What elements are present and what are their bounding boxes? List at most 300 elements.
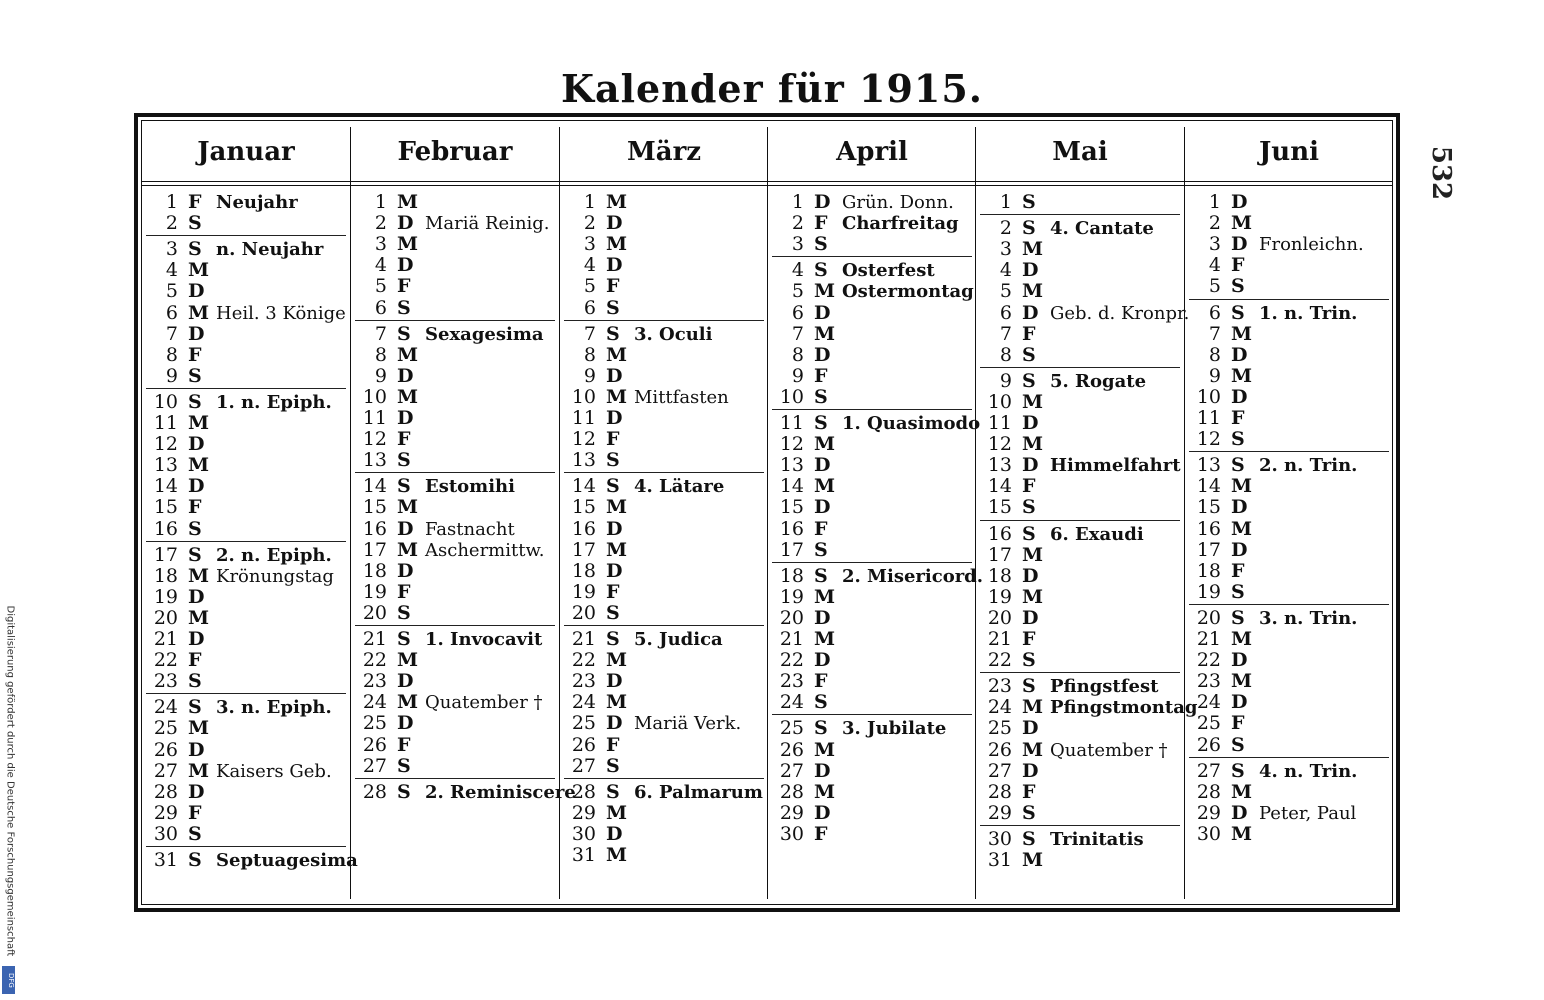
week-separator bbox=[355, 320, 555, 321]
day-number: 3 bbox=[374, 233, 387, 256]
day-number: 28 bbox=[153, 780, 178, 803]
day-row bbox=[150, 782, 346, 803]
day-number: 28 bbox=[1196, 780, 1221, 803]
day-row bbox=[776, 192, 972, 213]
weekday-letter: M bbox=[814, 433, 836, 456]
day-note: 1. Invocavit bbox=[425, 629, 543, 650]
day-row bbox=[984, 260, 1180, 281]
day-row bbox=[984, 281, 1180, 302]
day-number: 25 bbox=[779, 717, 804, 740]
weekday-letter: M bbox=[606, 801, 628, 824]
day-number: 19 bbox=[153, 585, 178, 608]
day-row bbox=[984, 696, 1198, 719]
day-row bbox=[150, 519, 346, 540]
column-separator bbox=[350, 127, 351, 899]
day-row bbox=[1193, 476, 1389, 497]
day-row bbox=[776, 740, 972, 761]
day-row bbox=[984, 718, 1180, 739]
weekday-letter: M bbox=[1022, 738, 1044, 761]
weekday-letter: D bbox=[1231, 191, 1248, 213]
day-number: 25 bbox=[153, 717, 178, 740]
day-row bbox=[150, 366, 346, 387]
day-number: 26 bbox=[362, 733, 387, 756]
day-row bbox=[984, 740, 1180, 761]
day-number: 31 bbox=[571, 844, 596, 866]
day-row bbox=[568, 213, 764, 234]
week-separator bbox=[980, 672, 1180, 673]
weekday-letter: S bbox=[397, 296, 411, 319]
day-row bbox=[359, 519, 555, 540]
weekday-letter: D bbox=[1022, 454, 1039, 477]
day-row bbox=[1193, 650, 1389, 671]
day-row bbox=[1193, 519, 1389, 540]
weekday-letter: D bbox=[188, 433, 205, 456]
day-number: 10 bbox=[987, 390, 1012, 413]
weekday-letter: M bbox=[1022, 390, 1044, 413]
weekday-letter: D bbox=[1022, 606, 1039, 629]
weekday-letter: F bbox=[397, 428, 411, 451]
day-row bbox=[984, 371, 1180, 392]
weekday-letter: F bbox=[188, 801, 202, 824]
day-row bbox=[359, 408, 555, 429]
day-note: Peter, Paul bbox=[1259, 802, 1357, 824]
week-separator bbox=[980, 825, 1180, 826]
weekday-letter: D bbox=[606, 670, 623, 693]
day-row bbox=[984, 803, 1180, 824]
week-separator bbox=[146, 388, 346, 389]
day-row bbox=[150, 434, 346, 455]
day-number: 20 bbox=[571, 601, 596, 624]
day-number: 22 bbox=[779, 649, 804, 672]
calendar-title: Kalender für 1915. bbox=[560, 66, 984, 111]
weekday-letter: M bbox=[188, 759, 210, 782]
weekday-letter: M bbox=[606, 496, 628, 519]
day-row bbox=[568, 276, 764, 297]
day-row bbox=[776, 564, 984, 587]
week-separator bbox=[772, 409, 972, 410]
day-number: 18 bbox=[987, 564, 1012, 587]
day-number: 3 bbox=[583, 233, 596, 256]
month-header: Januar bbox=[197, 137, 295, 167]
day-row bbox=[150, 345, 346, 366]
weekday-letter: S bbox=[1022, 522, 1036, 545]
day-number: 18 bbox=[1196, 559, 1221, 582]
day-number: 13 bbox=[571, 449, 596, 472]
day-number: 6 bbox=[1208, 301, 1221, 324]
day-number: 12 bbox=[153, 433, 178, 456]
day-row bbox=[776, 629, 972, 650]
weekday-letter: M bbox=[1231, 670, 1253, 693]
day-number: 12 bbox=[362, 428, 387, 451]
weekday-letter: M bbox=[606, 844, 628, 866]
weekday-letter: F bbox=[188, 496, 202, 519]
day-row bbox=[568, 561, 764, 582]
weekday-letter: D bbox=[397, 254, 414, 277]
day-note: Grün. Donn. bbox=[842, 192, 954, 213]
week-separator bbox=[1189, 604, 1389, 605]
weekday-letter: D bbox=[1022, 259, 1039, 282]
day-row bbox=[359, 582, 555, 603]
day-number: 21 bbox=[571, 628, 596, 650]
day-number: 6 bbox=[374, 296, 387, 319]
day-row bbox=[776, 587, 972, 608]
weekday-letter: S bbox=[606, 601, 620, 624]
weekday-letter: S bbox=[188, 238, 202, 261]
day-note: 4. Cantate bbox=[1050, 218, 1154, 240]
weekday-letter: S bbox=[814, 538, 828, 561]
day-row bbox=[150, 497, 346, 518]
week-separator bbox=[772, 562, 972, 563]
day-number: 22 bbox=[987, 649, 1012, 672]
day-number: 11 bbox=[779, 412, 804, 434]
day-row bbox=[568, 713, 764, 734]
day-number: 6 bbox=[791, 301, 804, 324]
page-number: 532 bbox=[1426, 145, 1457, 201]
day-number: 18 bbox=[362, 559, 387, 582]
weekday-letter: D bbox=[1231, 496, 1248, 519]
weekday-letter: M bbox=[814, 322, 836, 345]
day-row bbox=[568, 540, 764, 561]
day-row bbox=[150, 239, 346, 260]
day-row bbox=[984, 476, 1180, 497]
day-note: Trinitatis bbox=[1050, 828, 1144, 850]
day-number: 21 bbox=[362, 628, 387, 650]
day-note: Neujahr bbox=[216, 192, 298, 213]
day-number: 16 bbox=[1196, 517, 1221, 540]
day-number: 25 bbox=[1196, 712, 1221, 735]
weekday-letter: M bbox=[1022, 696, 1044, 719]
day-number: 27 bbox=[571, 754, 596, 777]
day-note: 3. n. Trin. bbox=[1259, 607, 1358, 629]
day-note: n. Neujahr bbox=[216, 239, 324, 261]
weekday-letter: S bbox=[188, 543, 202, 566]
column-separator bbox=[767, 127, 768, 899]
day-number: 28 bbox=[362, 780, 387, 803]
weekday-letter: M bbox=[188, 606, 210, 629]
weekday-letter: F bbox=[606, 733, 620, 756]
day-row bbox=[776, 412, 981, 434]
weekday-letter: S bbox=[397, 322, 411, 345]
day-number: 26 bbox=[1196, 733, 1221, 756]
week-separator bbox=[146, 235, 346, 236]
day-number: 7 bbox=[999, 322, 1012, 345]
day-number: 30 bbox=[987, 827, 1012, 850]
day-row bbox=[776, 234, 972, 255]
day-note: Pfingstfest bbox=[1050, 676, 1159, 698]
day-number: 5 bbox=[999, 280, 1012, 303]
weekday-letter: S bbox=[188, 822, 202, 845]
weekday-letter: S bbox=[188, 390, 202, 413]
week-separator bbox=[564, 472, 764, 473]
weekday-letter: M bbox=[606, 191, 628, 213]
weekday-letter: M bbox=[188, 454, 210, 477]
day-number: 12 bbox=[987, 433, 1012, 456]
day-number: 15 bbox=[362, 496, 387, 519]
day-row bbox=[359, 735, 555, 756]
day-number: 1 bbox=[1208, 191, 1221, 213]
day-row bbox=[568, 408, 764, 429]
weekday-letter: D bbox=[814, 801, 831, 824]
day-number: 4 bbox=[374, 254, 387, 277]
day-note: Fastnacht bbox=[425, 518, 515, 540]
weekday-letter: S bbox=[397, 754, 411, 777]
day-row bbox=[359, 429, 555, 450]
day-number: 7 bbox=[791, 322, 804, 345]
day-number: 12 bbox=[571, 428, 596, 451]
weekday-letter: S bbox=[814, 385, 828, 408]
day-note: Quatember † bbox=[425, 692, 543, 714]
weekday-letter: M bbox=[606, 649, 628, 672]
weekday-letter: M bbox=[814, 585, 836, 608]
weekday-letter: S bbox=[606, 628, 620, 650]
day-number: 25 bbox=[987, 717, 1012, 740]
day-row bbox=[1193, 803, 1389, 824]
day-row bbox=[568, 387, 764, 408]
day-row bbox=[984, 345, 1180, 366]
weekday-letter: F bbox=[1231, 407, 1245, 429]
weekday-letter: M bbox=[188, 564, 210, 587]
day-number: 21 bbox=[779, 628, 804, 650]
weekday-letter: M bbox=[188, 301, 210, 324]
weekday-letter: D bbox=[1231, 343, 1248, 366]
day-number: 2 bbox=[165, 212, 178, 235]
day-note: Mittfasten bbox=[634, 386, 729, 408]
day-note: 3. Jubilate bbox=[842, 718, 947, 740]
day-number: 23 bbox=[1196, 670, 1221, 693]
week-separator bbox=[146, 693, 346, 694]
day-row bbox=[150, 303, 346, 324]
day-number: 2 bbox=[583, 212, 596, 235]
weekday-letter: S bbox=[1022, 217, 1036, 240]
day-row bbox=[1193, 255, 1389, 276]
weekday-letter: M bbox=[397, 191, 419, 213]
day-number: 29 bbox=[153, 801, 178, 824]
day-number: 11 bbox=[362, 407, 387, 429]
day-row bbox=[1193, 671, 1389, 692]
weekday-letter: D bbox=[397, 559, 414, 582]
day-row bbox=[1193, 387, 1389, 408]
day-number: 6 bbox=[999, 301, 1012, 324]
weekday-letter: S bbox=[1022, 343, 1036, 366]
weekday-letter: M bbox=[606, 385, 628, 408]
weekday-letter: M bbox=[814, 780, 836, 803]
weekday-letter: D bbox=[814, 301, 831, 324]
day-note: 2. n. Trin. bbox=[1259, 455, 1358, 477]
weekday-letter: F bbox=[1022, 475, 1036, 498]
day-row bbox=[568, 824, 764, 845]
weekday-letter: D bbox=[814, 191, 831, 213]
day-row bbox=[984, 218, 1180, 239]
day-number: 15 bbox=[779, 496, 804, 519]
day-number: 29 bbox=[571, 801, 596, 824]
day-row bbox=[359, 345, 555, 366]
weekday-letter: D bbox=[397, 407, 414, 429]
day-row bbox=[776, 324, 972, 345]
day-note: Mariä Reinig. bbox=[425, 213, 550, 235]
day-number: 2 bbox=[1208, 212, 1221, 235]
day-number: 23 bbox=[779, 670, 804, 693]
day-number: 8 bbox=[1208, 343, 1221, 366]
weekday-letter: F bbox=[814, 364, 828, 387]
week-separator bbox=[980, 520, 1180, 521]
day-number: 13 bbox=[362, 449, 387, 472]
day-number: 31 bbox=[153, 849, 178, 871]
day-number: 15 bbox=[987, 496, 1012, 519]
weekday-letter: D bbox=[1231, 538, 1248, 561]
day-number: 16 bbox=[987, 522, 1012, 545]
day-row bbox=[984, 782, 1180, 803]
day-row bbox=[359, 476, 555, 497]
weekday-letter: D bbox=[1231, 233, 1248, 256]
weekday-letter: S bbox=[188, 212, 202, 235]
weekday-letter: D bbox=[1231, 385, 1248, 408]
day-row bbox=[568, 298, 764, 319]
day-number: 16 bbox=[571, 517, 596, 540]
day-row bbox=[150, 566, 346, 587]
weekday-letter: D bbox=[606, 559, 623, 582]
day-row bbox=[1193, 629, 1389, 650]
day-number: 25 bbox=[571, 712, 596, 735]
day-row bbox=[1193, 213, 1389, 234]
day-number: 11 bbox=[1196, 407, 1221, 429]
day-number: 26 bbox=[779, 738, 804, 761]
day-number: 27 bbox=[1196, 759, 1221, 782]
day-number: 20 bbox=[1196, 606, 1221, 629]
day-number: 14 bbox=[153, 475, 178, 498]
day-number: 24 bbox=[571, 691, 596, 714]
weekday-letter: S bbox=[397, 475, 411, 498]
day-row bbox=[1193, 582, 1389, 603]
day-row bbox=[776, 718, 972, 739]
day-number: 24 bbox=[362, 691, 387, 714]
weekday-letter: F bbox=[1022, 322, 1036, 345]
weekday-letter: F bbox=[1231, 254, 1245, 277]
dfg-logo: DFG bbox=[2, 966, 15, 994]
day-number: 27 bbox=[987, 759, 1012, 782]
day-row bbox=[359, 213, 555, 234]
weekday-letter: M bbox=[1022, 433, 1044, 456]
day-number: 4 bbox=[165, 259, 178, 282]
day-number: 24 bbox=[987, 696, 1012, 719]
day-row bbox=[359, 540, 555, 561]
day-number: 14 bbox=[571, 475, 596, 498]
weekday-letter: F bbox=[397, 580, 411, 603]
day-number: 10 bbox=[362, 385, 387, 408]
day-row bbox=[1193, 345, 1389, 366]
day-number: 7 bbox=[374, 322, 387, 345]
weekday-letter: S bbox=[1231, 428, 1245, 451]
day-number: 5 bbox=[1208, 275, 1221, 298]
day-row bbox=[359, 255, 555, 276]
weekday-letter: D bbox=[188, 475, 205, 498]
month-header: Februar bbox=[397, 137, 513, 167]
day-number: 9 bbox=[583, 364, 596, 387]
day-number: 22 bbox=[571, 649, 596, 672]
day-row bbox=[150, 476, 346, 497]
day-number: 17 bbox=[153, 543, 178, 566]
weekday-letter: S bbox=[1022, 801, 1036, 824]
month-header: März bbox=[626, 137, 702, 167]
day-row bbox=[1193, 366, 1389, 387]
day-note: 4. n. Trin. bbox=[1259, 760, 1358, 782]
weekday-letter: S bbox=[1231, 759, 1245, 782]
day-number: 16 bbox=[153, 517, 178, 540]
day-row bbox=[150, 213, 346, 234]
day-note: Aschermittw. bbox=[425, 539, 545, 561]
day-row bbox=[150, 455, 346, 476]
day-number: 1 bbox=[583, 191, 596, 213]
weekday-letter: S bbox=[1022, 191, 1036, 213]
day-row bbox=[359, 450, 555, 471]
day-note: 1. n. Epiph. bbox=[216, 391, 332, 413]
day-row bbox=[984, 545, 1180, 566]
weekday-letter: S bbox=[1231, 606, 1245, 629]
day-number: 6 bbox=[165, 301, 178, 324]
day-note: 5. Rogate bbox=[1050, 370, 1147, 392]
day-row bbox=[359, 561, 555, 582]
day-row bbox=[1193, 276, 1389, 297]
day-row bbox=[568, 429, 764, 450]
weekday-letter: S bbox=[814, 412, 828, 434]
day-number: 20 bbox=[153, 606, 178, 629]
day-row bbox=[984, 455, 1180, 476]
day-note: Pfingstmontag bbox=[1050, 697, 1198, 719]
day-row bbox=[150, 803, 346, 824]
day-row bbox=[359, 234, 555, 255]
week-separator bbox=[564, 778, 764, 779]
day-row bbox=[568, 845, 764, 866]
weekday-letter: D bbox=[188, 628, 205, 650]
day-row bbox=[984, 608, 1180, 629]
weekday-letter: D bbox=[606, 364, 623, 387]
day-number: 9 bbox=[374, 364, 387, 387]
weekday-letter: M bbox=[397, 496, 419, 519]
day-number: 11 bbox=[571, 407, 596, 429]
weekday-letter: M bbox=[1231, 780, 1253, 803]
weekday-letter: M bbox=[397, 343, 419, 366]
day-row bbox=[776, 671, 972, 692]
day-number: 26 bbox=[571, 733, 596, 756]
weekday-letter: S bbox=[1231, 275, 1245, 298]
day-number: 29 bbox=[779, 801, 804, 824]
week-separator bbox=[980, 367, 1180, 368]
day-row bbox=[568, 497, 764, 518]
day-number: 14 bbox=[779, 475, 804, 498]
weekday-letter: M bbox=[814, 475, 836, 498]
day-row bbox=[776, 281, 972, 302]
weekday-letter: M bbox=[1231, 364, 1253, 387]
day-note: 3. Oculi bbox=[634, 323, 713, 345]
column-separator bbox=[975, 127, 976, 899]
weekday-letter: D bbox=[1022, 412, 1039, 434]
weekday-letter: D bbox=[606, 212, 623, 235]
day-number: 3 bbox=[999, 238, 1012, 261]
weekday-letter: M bbox=[1231, 475, 1253, 498]
week-separator bbox=[772, 256, 972, 257]
day-number: 7 bbox=[1208, 322, 1221, 345]
day-row bbox=[150, 545, 346, 566]
day-number: 15 bbox=[153, 496, 178, 519]
day-row bbox=[1193, 761, 1389, 782]
day-number: 5 bbox=[583, 275, 596, 298]
day-number: 10 bbox=[779, 385, 804, 408]
weekday-letter: M bbox=[606, 691, 628, 714]
weekday-letter: S bbox=[606, 296, 620, 319]
weekday-letter: S bbox=[1231, 580, 1245, 603]
day-row bbox=[984, 566, 1180, 587]
weekday-letter: S bbox=[814, 717, 828, 740]
day-number: 26 bbox=[153, 738, 178, 761]
